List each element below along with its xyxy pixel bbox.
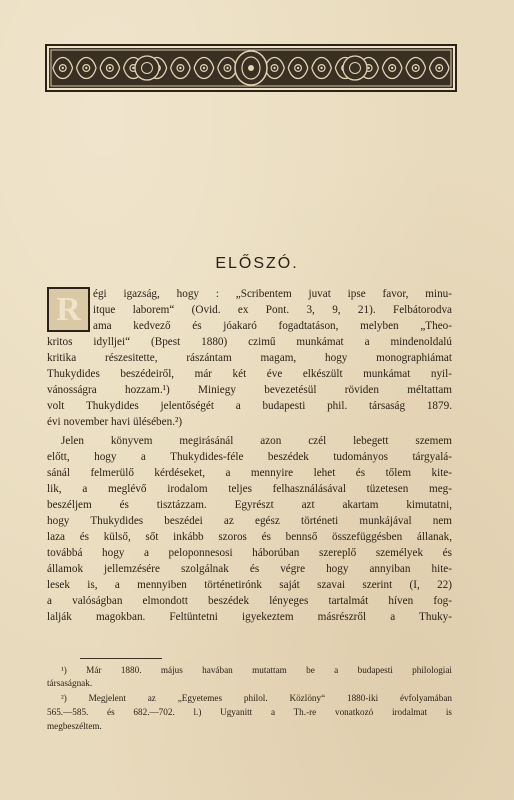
frieze-ornament-shape xyxy=(320,67,322,69)
paragraph-line: itque laborem“ (Ovid. ex Pont. 3, 9, 21). Felbátorodva xyxy=(93,304,452,316)
frieze-ornament-shape xyxy=(226,67,228,69)
footnote-line: társaságnak. xyxy=(47,678,93,688)
frieze-ornament-shape xyxy=(85,67,87,69)
paragraph-line: kritika részesitette, rászántam magam, hogy monographiámat xyxy=(47,352,452,364)
paragraph-line: államok jellemzésére szolgálnak és végre hogy annyiban hite- xyxy=(47,563,452,575)
frieze-ornament-shape xyxy=(343,56,367,80)
paragraph-line: lesek is, a mennyiben történetirónk saját szavai szerint (I, 22) xyxy=(47,579,452,591)
frieze-ornament-shape xyxy=(297,67,299,69)
paragraph-line: a valóságban elmondott beszédek lényeges tartalmát híven fog- xyxy=(47,595,452,607)
ornament-frieze-icon xyxy=(47,46,455,90)
ornamental-header-band xyxy=(45,44,457,92)
frieze-ornament-shape xyxy=(367,67,369,69)
frieze-ornament-shape xyxy=(273,67,275,69)
footnote-line: ²) Megjelent az „Egyetemes philol. Közlöny“ 1880-iki évfolyamában xyxy=(61,693,452,703)
paragraph-line: sánál felmerülő kérdéseket, a mennyire lehet és tőlem kite- xyxy=(47,467,452,479)
paragraph-line: volt Thukydides jelentőségét a budapesti phil. társaság 1879. xyxy=(47,400,452,412)
drop-cap-letter: R xyxy=(56,291,81,328)
drop-cap xyxy=(47,287,90,332)
paragraph-line: beszéljem és tisztázzam. Egyrészt azt akartam kimutatni, xyxy=(47,499,452,511)
frieze-ornament-shape xyxy=(203,67,205,69)
frieze-ornament-shape xyxy=(391,67,393,69)
paragraph-line: lalják magokban. Feltüntetni igyekeztem másrészről a Thuky- xyxy=(47,611,452,623)
frieze-ornament-shape xyxy=(109,67,111,69)
paragraph-line: laza és külső, sőt inkább szoros és bennső összefüggésben állanak, xyxy=(47,531,452,543)
paragraph-line: Jelen könyvem megirásánál azon czél lebegett szemem xyxy=(61,435,452,447)
paragraph-line: Thukydides beszédeiről, már két éve elkészült munkámat nyil- xyxy=(47,368,452,380)
frieze-ornament-shape xyxy=(132,67,134,69)
frieze-ornament-shape xyxy=(135,56,159,80)
paragraph-line: továbbá hogy a peloponnesosi háborúban szereplő személyek és xyxy=(47,547,452,559)
chapter-title: ELŐSZÓ. xyxy=(215,255,299,272)
frieze-ornament-shape xyxy=(62,67,64,69)
frieze-ornament-shape xyxy=(248,65,254,71)
paragraph-line: ama kedvező és jóakaró fogadtatáson, melyben „Theo- xyxy=(93,320,452,332)
paragraph-line: évi november havi ülésében.²) xyxy=(47,416,183,428)
paragraph-line: előtt, hogy a Thukydides-féle beszédek tudományos tárgyalá- xyxy=(47,451,452,463)
paragraph-line: vánosságra hozzam.¹) Miniegy bevezetésül röviden méltattam xyxy=(47,384,452,396)
footnote-line: 565.—585. és 682.—702. l.) Ugyanitt a Th.-re vonatkozó irodalmat is xyxy=(47,707,452,717)
frieze-ornament-shape xyxy=(415,67,417,69)
frieze-ornament-shape xyxy=(179,67,181,69)
footnote-divider xyxy=(80,658,162,659)
paragraph-line: kritos idylljei“ (Bpest 1880) czimű munkámat a mindenoldalú xyxy=(47,336,452,348)
frieze-ornament-shape xyxy=(438,67,440,69)
paragraph-line: égi igazság, hogy : „Scribentem juvat ipse favor, minu- xyxy=(93,288,452,300)
footnote-line: ¹) Már 1880. május havában mutattam be a budapesti philologiai xyxy=(61,665,452,675)
paragraph-line: hogy Thukydides beszédei az egész történeti munkájával nem xyxy=(47,515,452,527)
paragraph-line: lik, a meglévő irodalom teljes felhasználásával tüzetesen meg- xyxy=(47,483,452,495)
footnote-line: megbeszéltem. xyxy=(47,721,102,731)
